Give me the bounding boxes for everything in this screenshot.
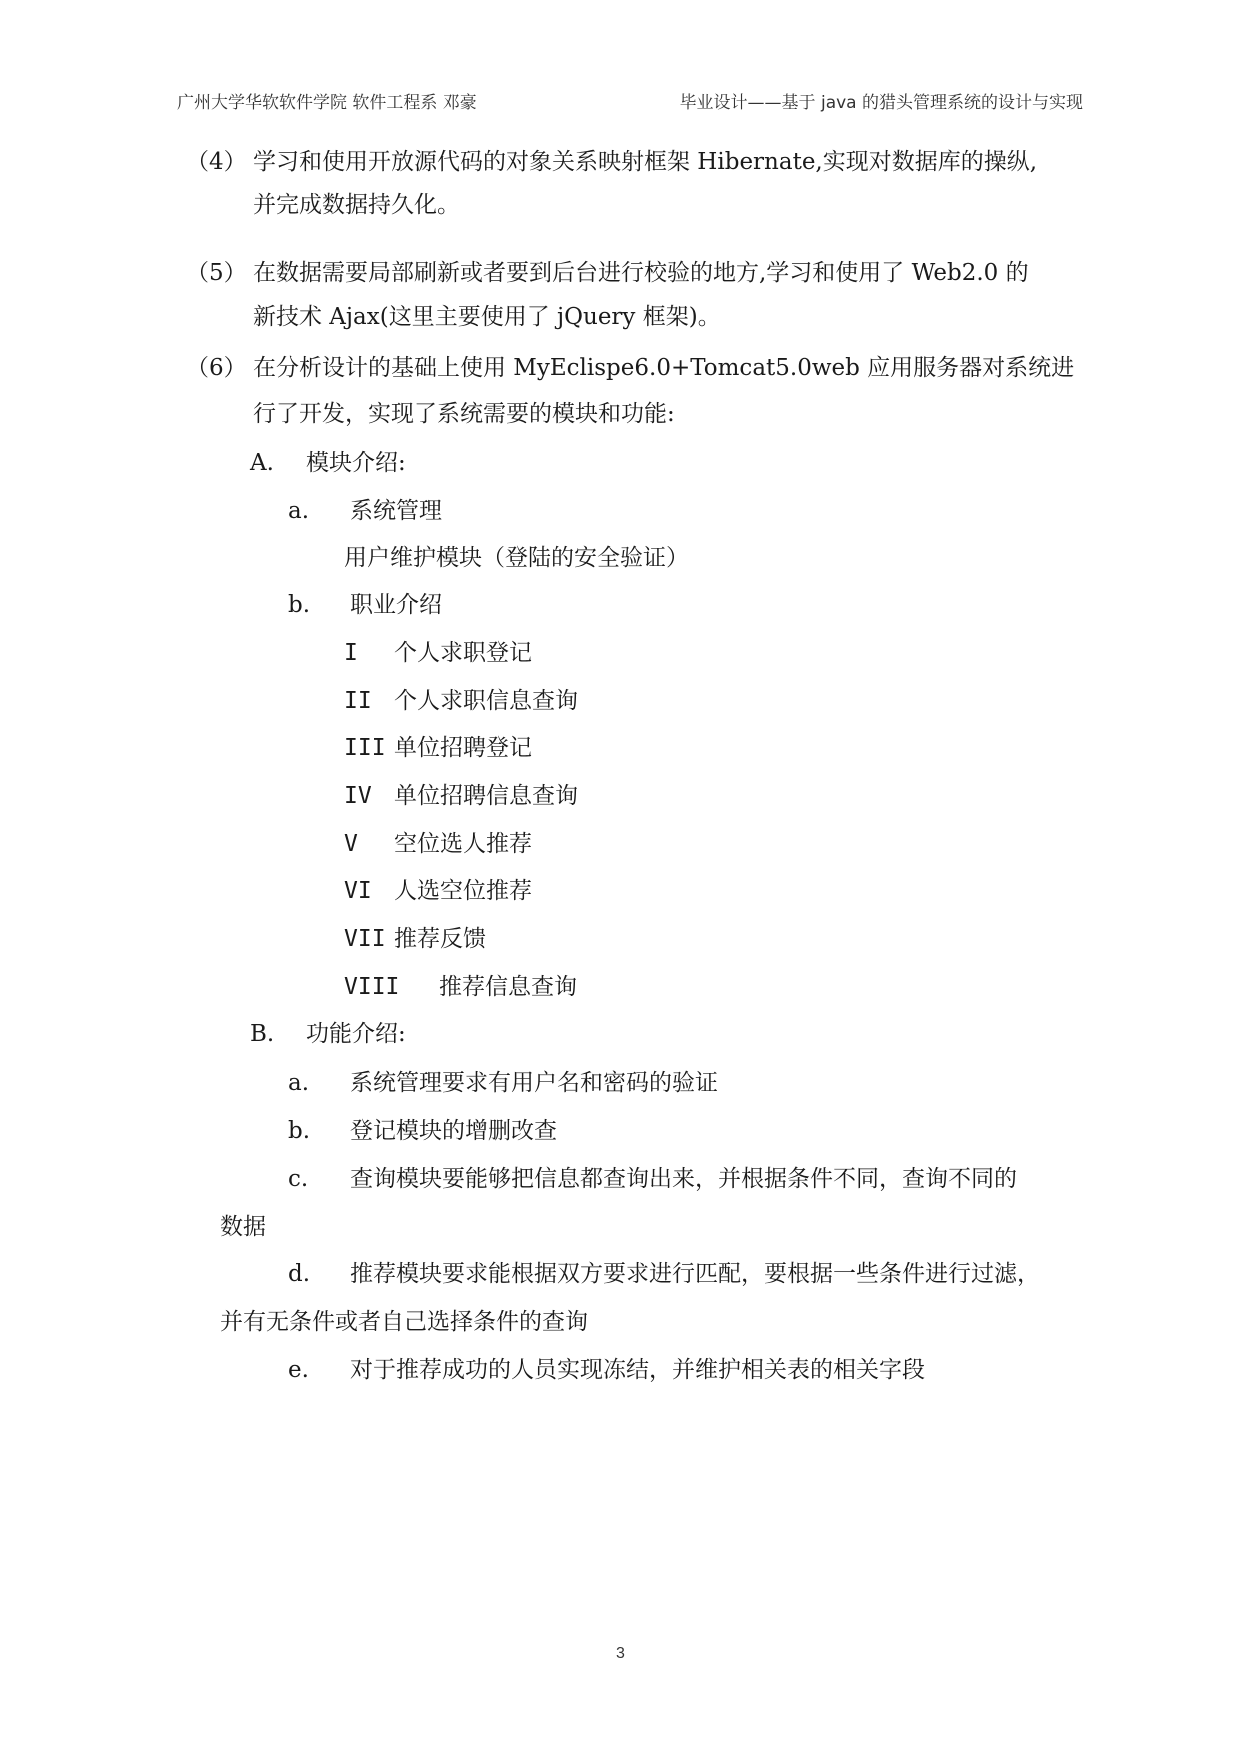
section-Ab-title: 职业介绍 [350,592,442,618]
item-4-line2: 并完成数据持久化。 [253,192,460,218]
roman-num: II [344,688,372,714]
section-Aa-sub: 用户维护模块（登陆的安全验证） [344,545,689,571]
section-A-title: 模块介绍: [306,450,406,476]
section-B-label: B. [250,1021,275,1047]
section-Aa-title: 系统管理 [350,498,442,524]
roman-num: VII [344,926,386,952]
roman-text: 个人求职信息查询 [394,688,578,714]
header-divider [177,121,1083,122]
roman-text: 人选空位推荐 [394,878,532,904]
roman-num: VIII [344,974,400,1000]
page-number: 3 [616,1645,625,1662]
section-Bc-text: 查询模块要能够把信息都查询出来，并根据条件不同，查询不同的 [350,1166,1017,1192]
section-Bd-continuation: 并有无条件或者自己选择条件的查询 [220,1309,588,1335]
item-5-label: （5） [186,260,247,286]
roman-text: 空位选人推荐 [394,831,532,857]
item-6-line2: 行了开发，实现了系统需要的模块和功能: [253,401,675,427]
item-4-line1: 学习和使用开放源代码的对象关系映射框架 Hibernate,实现对数据库的操纵, [253,149,1038,175]
section-Bd-label: d. [288,1261,311,1287]
section-Ab-label: b. [288,592,311,618]
section-Aa-label: a. [288,498,310,524]
section-Ba-text: 系统管理要求有用户名和密码的验证 [350,1070,718,1096]
item-6-line1: 在分析设计的基础上使用 MyEclispe6.0+Tomcat5.0web 应用服务器对系统进 [253,355,1075,381]
page-header [177,88,1083,114]
section-Bc-continuation: 数据 [220,1214,266,1240]
section-Bb-label: b. [288,1118,311,1144]
roman-text: 单位招聘登记 [394,735,532,761]
roman-num: III [344,735,386,761]
section-Be-text: 对于推荐成功的人员实现冻结，并维护相关表的相关字段 [350,1357,925,1383]
section-A-label: A. [250,450,274,476]
item-5-line2: 新技术 Ajax(这里主要使用了 jQuery 框架)。 [253,304,721,330]
roman-num: I [344,640,358,666]
roman-text: 推荐信息查询 [439,974,577,1000]
header-right: 毕业设计——基于 java 的猎头管理系统的设计与实现 [679,93,1083,113]
section-B-title: 功能介绍: [306,1021,406,1047]
roman-num: VI [344,878,372,904]
roman-num: V [344,831,358,857]
section-Ba-label: a. [288,1070,310,1096]
section-Bc-label: c. [288,1166,309,1192]
section-Be-label: e. [288,1357,309,1383]
roman-num: IV [344,783,372,809]
roman-text: 推荐反馈 [394,926,486,952]
section-Bd-text: 推荐模块要求能根据双方要求进行匹配，要根据一些条件进行过滤， [350,1261,1040,1287]
item-4-label: （4） [186,149,247,175]
header-left: 广州大学华软软件学院 软件工程系 邓豪 [177,93,477,113]
item-5-line1: 在数据需要局部刷新或者要到后台进行校验的地方,学习和使用了 Web2.0 的 [253,260,1029,286]
item-6-label: （6） [186,355,247,381]
roman-text: 单位招聘信息查询 [394,783,578,809]
roman-text: 个人求职登记 [394,640,532,666]
section-Bb-text: 登记模块的增删改查 [350,1118,557,1144]
